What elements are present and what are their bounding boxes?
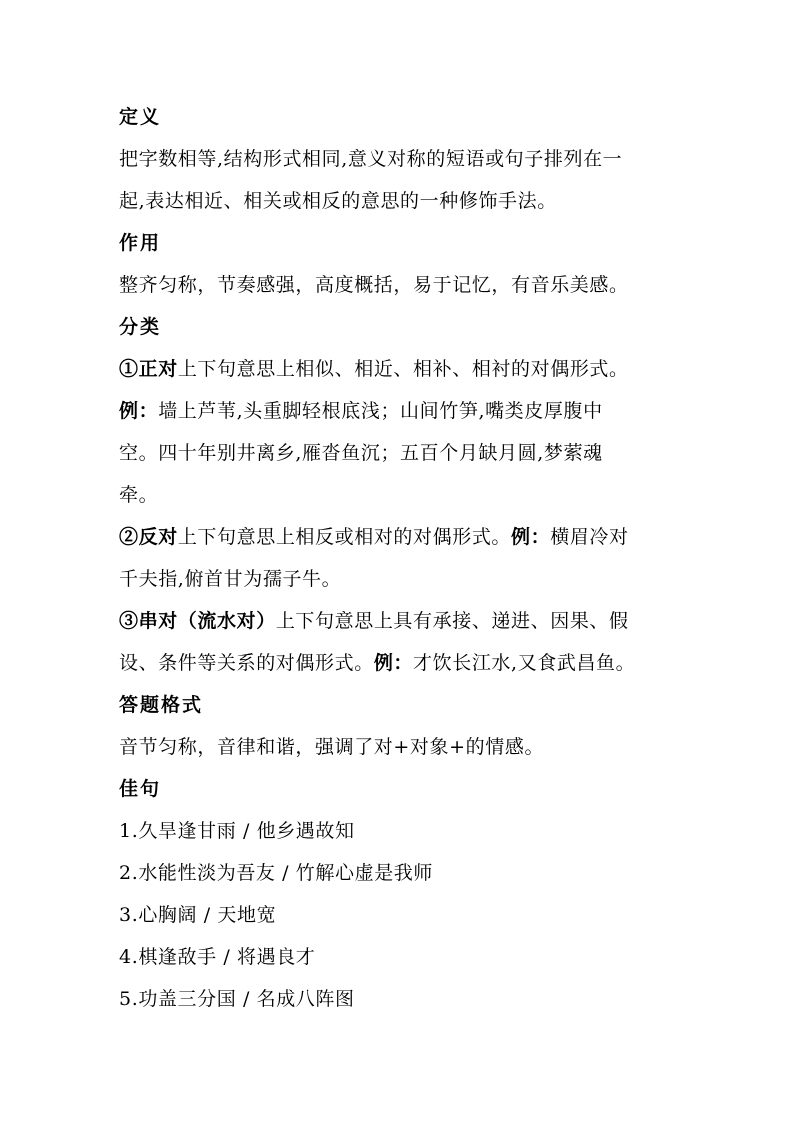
example-label: 例： [511, 526, 551, 548]
section-heading-answer-format: 答题格式 [119, 694, 204, 716]
fandui-label: ②反对 [119, 526, 178, 548]
section-heading-good-sentences: 佳句 [119, 778, 162, 800]
document-page [119, 96, 664, 1020]
answer-format-text: 音节匀称，音律和谐，强调了对+对象+的情感。 [119, 736, 545, 758]
chuandui-line [119, 600, 664, 642]
list-item: 1.久旱逢甘雨 / 他乡遇故知 [119, 820, 355, 842]
section-heading-classification: 分类 [119, 316, 162, 338]
zhengdui-label: ①正对 [119, 358, 178, 380]
zhengdui-example-text-1: 墙上芦苇,头重脚轻根底浅；山间竹笋,嘴类皮厚腹中 [158, 400, 603, 422]
fandui-example-line-2: 千夫指,俯首甘为孺子牛。 [119, 568, 342, 590]
list-item: 2.水能性淡为吾友 / 竹解心虚是我师 [119, 862, 434, 884]
section-heading-definition: 定义 [119, 106, 162, 128]
zhengdui-example-line-1 [119, 390, 664, 432]
chuandui-desc-1: 上下句意思上具有承接、递进、因果、假 [275, 610, 629, 632]
chuandui-line-2 [119, 642, 664, 684]
zhengdui-example-line-2: 空。四十年别井离乡,雁沓鱼沉；五百个月缺月圆,梦萦魂 [119, 442, 603, 464]
list-item: 3.心胸阔 / 天地宽 [119, 904, 277, 926]
example-label: 例： [119, 400, 159, 422]
example-label: 例： [373, 652, 414, 674]
zhengdui-desc: 上下句意思上相似、相近、相补、相衬的对偶形式。 [177, 358, 629, 380]
chuandui-example: 才饮长江水,又食武昌鱼。 [413, 652, 636, 674]
definition-text-line-1: 把字数相等,结构形式相同,意义对称的短语或句子排列在一 [119, 148, 623, 170]
chuandui-label: ③串对（流水对） [119, 610, 276, 632]
list-item: 5.功盖三分国 / 名成八阵图 [119, 988, 355, 1010]
section-heading-function: 作用 [119, 232, 162, 254]
fandui-line [119, 516, 664, 558]
fandui-desc: 上下句意思上相反或相对的对偶形式。 [177, 526, 512, 548]
list-item: 4.棋逢敌手 / 将遇良才 [119, 946, 316, 968]
zhengdui-example-line-3: 牵。 [119, 484, 159, 506]
chuandui-desc-2: 设、条件等关系的对偶形式。 [119, 652, 374, 674]
definition-text-line-2: 起,表达相近、相关或相反的意思的一种修饰手法。 [119, 190, 557, 212]
zhengdui-line [119, 348, 664, 390]
fandui-example-text-1: 横眉冷对 [550, 526, 629, 548]
function-text: 整齐匀称，节奏感强，高度概括，易于记忆，有音乐美感。 [119, 274, 629, 296]
